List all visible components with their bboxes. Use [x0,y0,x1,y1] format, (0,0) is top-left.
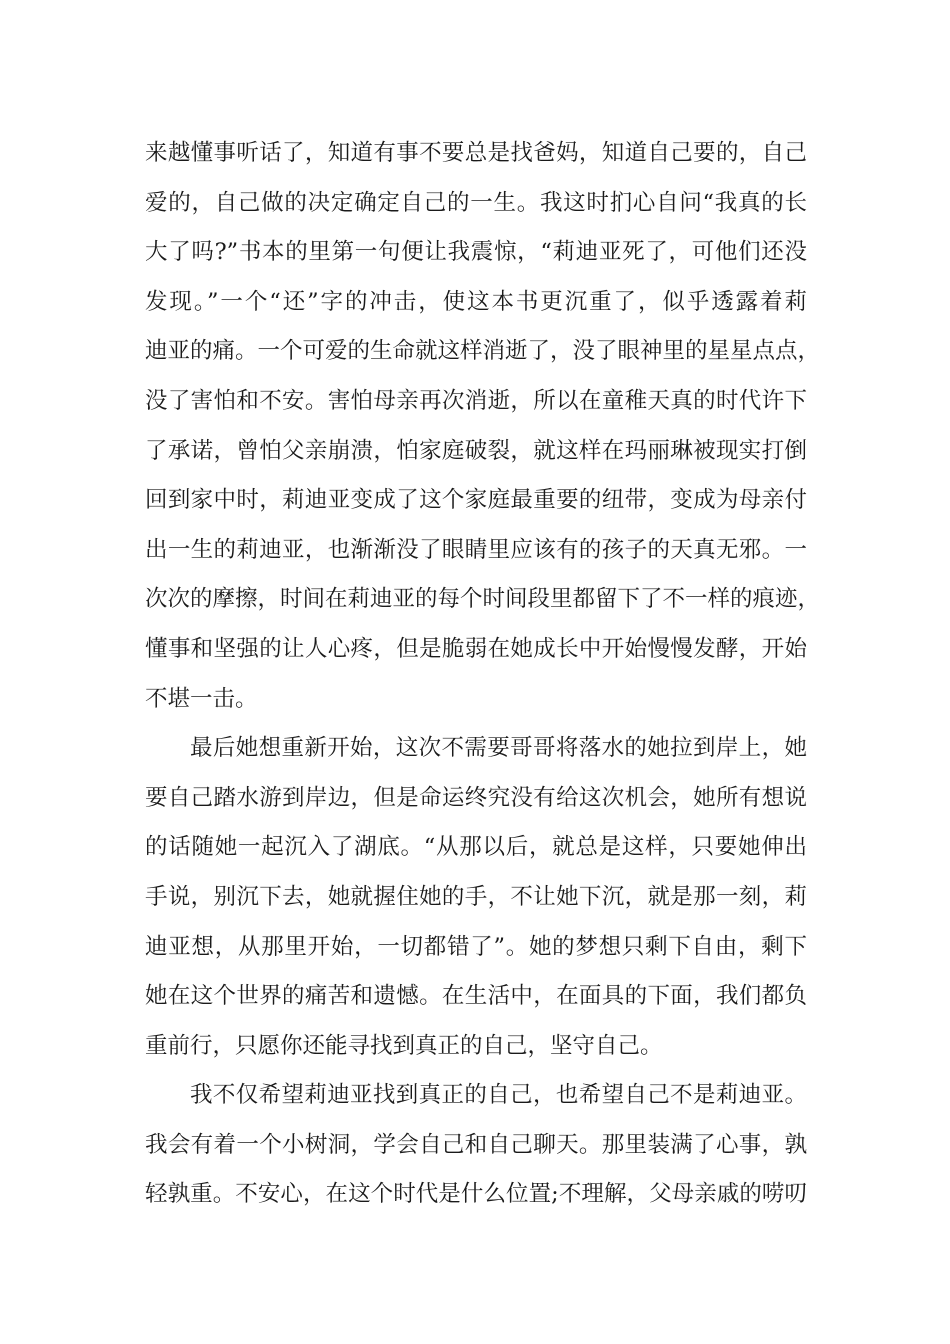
text-line: 懂事和坚强的让人心疼，但是脆弱在她成长中开始慢慢发酵，开始 [145,635,807,662]
text-line: 爱的，自己做的决定确定自己的一生。我这时扪心自问“我真的长 [145,189,807,216]
text-line: 我会有着一个小树洞，学会自己和自己聊天。那里装满了心事，孰 [145,1131,807,1158]
text-line: 我不仅希望莉迪亚找到真正的自己，也希望自己不是莉迪亚。 [190,1082,807,1109]
text-line: 出一生的莉迪亚，也渐渐没了眼睛里应该有的孩子的天真无邪。一 [145,536,807,563]
text-line: 她在这个世界的痛苦和遗憾。在生活中，在面具的下面，我们都负 [145,983,807,1010]
text-line: 了承诺，曾怕父亲崩溃，怕家庭破裂，就这样在玛丽琳被现实打倒 [145,437,807,464]
text-line: 发现。”一个“还”字的冲击，使这本书更沉重了，似乎透露着莉 [145,288,807,315]
text-line: 大了吗?”书本的里第一句便让我震惊，“莉迪亚死了，可他们还没 [145,239,807,266]
text-line: 手说，别沉下去，她就握住她的手，不让她下沉，就是那一刻，莉 [145,883,807,910]
text-line: 没了害怕和不安。害怕母亲再次消逝，所以在童稚天真的时代许下 [145,387,807,414]
text-line: 最后她想重新开始，这次不需要哥哥将落水的她拉到岸上，她 [190,735,807,762]
text-line: 迪亚想，从那里开始，一切都错了”。她的梦想只剩下自由，剩下 [145,933,807,960]
text-line: 迪亚的痛。一个可爱的生命就这样消逝了，没了眼神里的星星点点， [145,338,821,365]
text-line: 重前行，只愿你还能寻找到真正的自己，坚守自己。 [145,1032,663,1059]
text-line: 要自己踏水游到岸边，但是命运终究没有给这次机会，她所有想说 [145,784,807,811]
text-line: 的话随她一起沉入了湖底。“从那以后，就总是这样，只要她伸出 [145,834,807,861]
text-line: 不堪一击。 [145,685,258,712]
text-line: 来越懂事听话了，知道有事不要总是找爸妈，知道自己要的，自己 [145,140,807,166]
text-line: 轻孰重。不安心，在这个时代是什么位置;不理解，父母亲戚的唠叨 [145,1181,807,1208]
body-text [145,129,821,1220]
text-line: 回到家中时，莉迪亚变成了这个家庭最重要的纽带，变成为母亲付 [145,487,807,514]
text-line: 次次的摩擦，时间在莉迪亚的每个时间段里都留下了不一样的痕迹， [145,586,821,613]
